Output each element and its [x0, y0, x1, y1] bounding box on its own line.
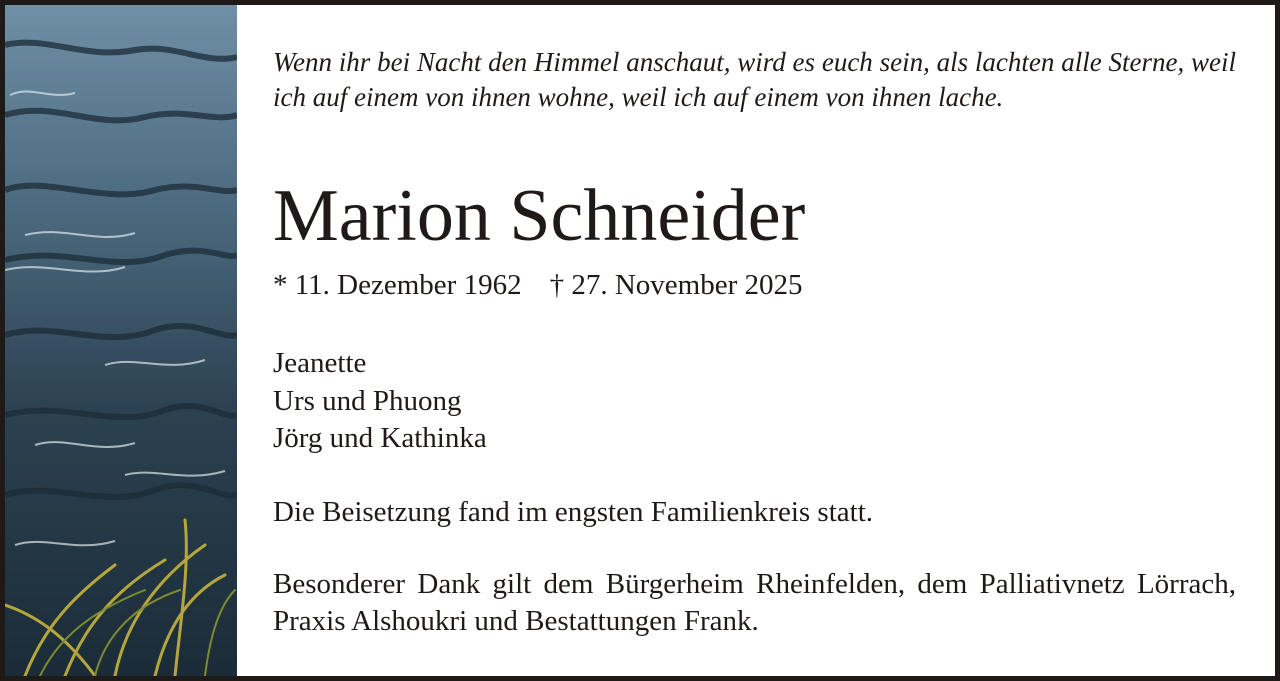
death-date: † 27. November 2025 [549, 269, 803, 301]
water-photo [5, 5, 237, 676]
family-member: Urs und Phuong [273, 384, 462, 417]
family-member: Jörg und Kathinka [273, 422, 487, 454]
family-member: Jeanette [273, 347, 367, 379]
life-dates [273, 265, 802, 305]
birth-date: * 11. Dezember 1962 [273, 269, 522, 301]
deceased-name: Marion Schneider [273, 175, 806, 257]
family-signatures [273, 345, 487, 458]
memorial-quote: Wenn ihr bei Nacht den Himmel anschaut, wird es euch sein, als lachten alle Sterne, weil ich auf einem von ihnen wohne, weil ich auf einem von ihnen lache. [273, 47, 1236, 112]
thanks-notice: Besonderer Dank gilt dem Bürgerheim Rheinfelden, dem Palliativnetz Lörrach, Praxis Alshoukri und Bestattungen Frank. [273, 568, 1236, 637]
burial-notice: Die Beisetzung fand im engsten Familienkreis statt. [273, 496, 874, 528]
water-reeds-image [5, 5, 237, 676]
